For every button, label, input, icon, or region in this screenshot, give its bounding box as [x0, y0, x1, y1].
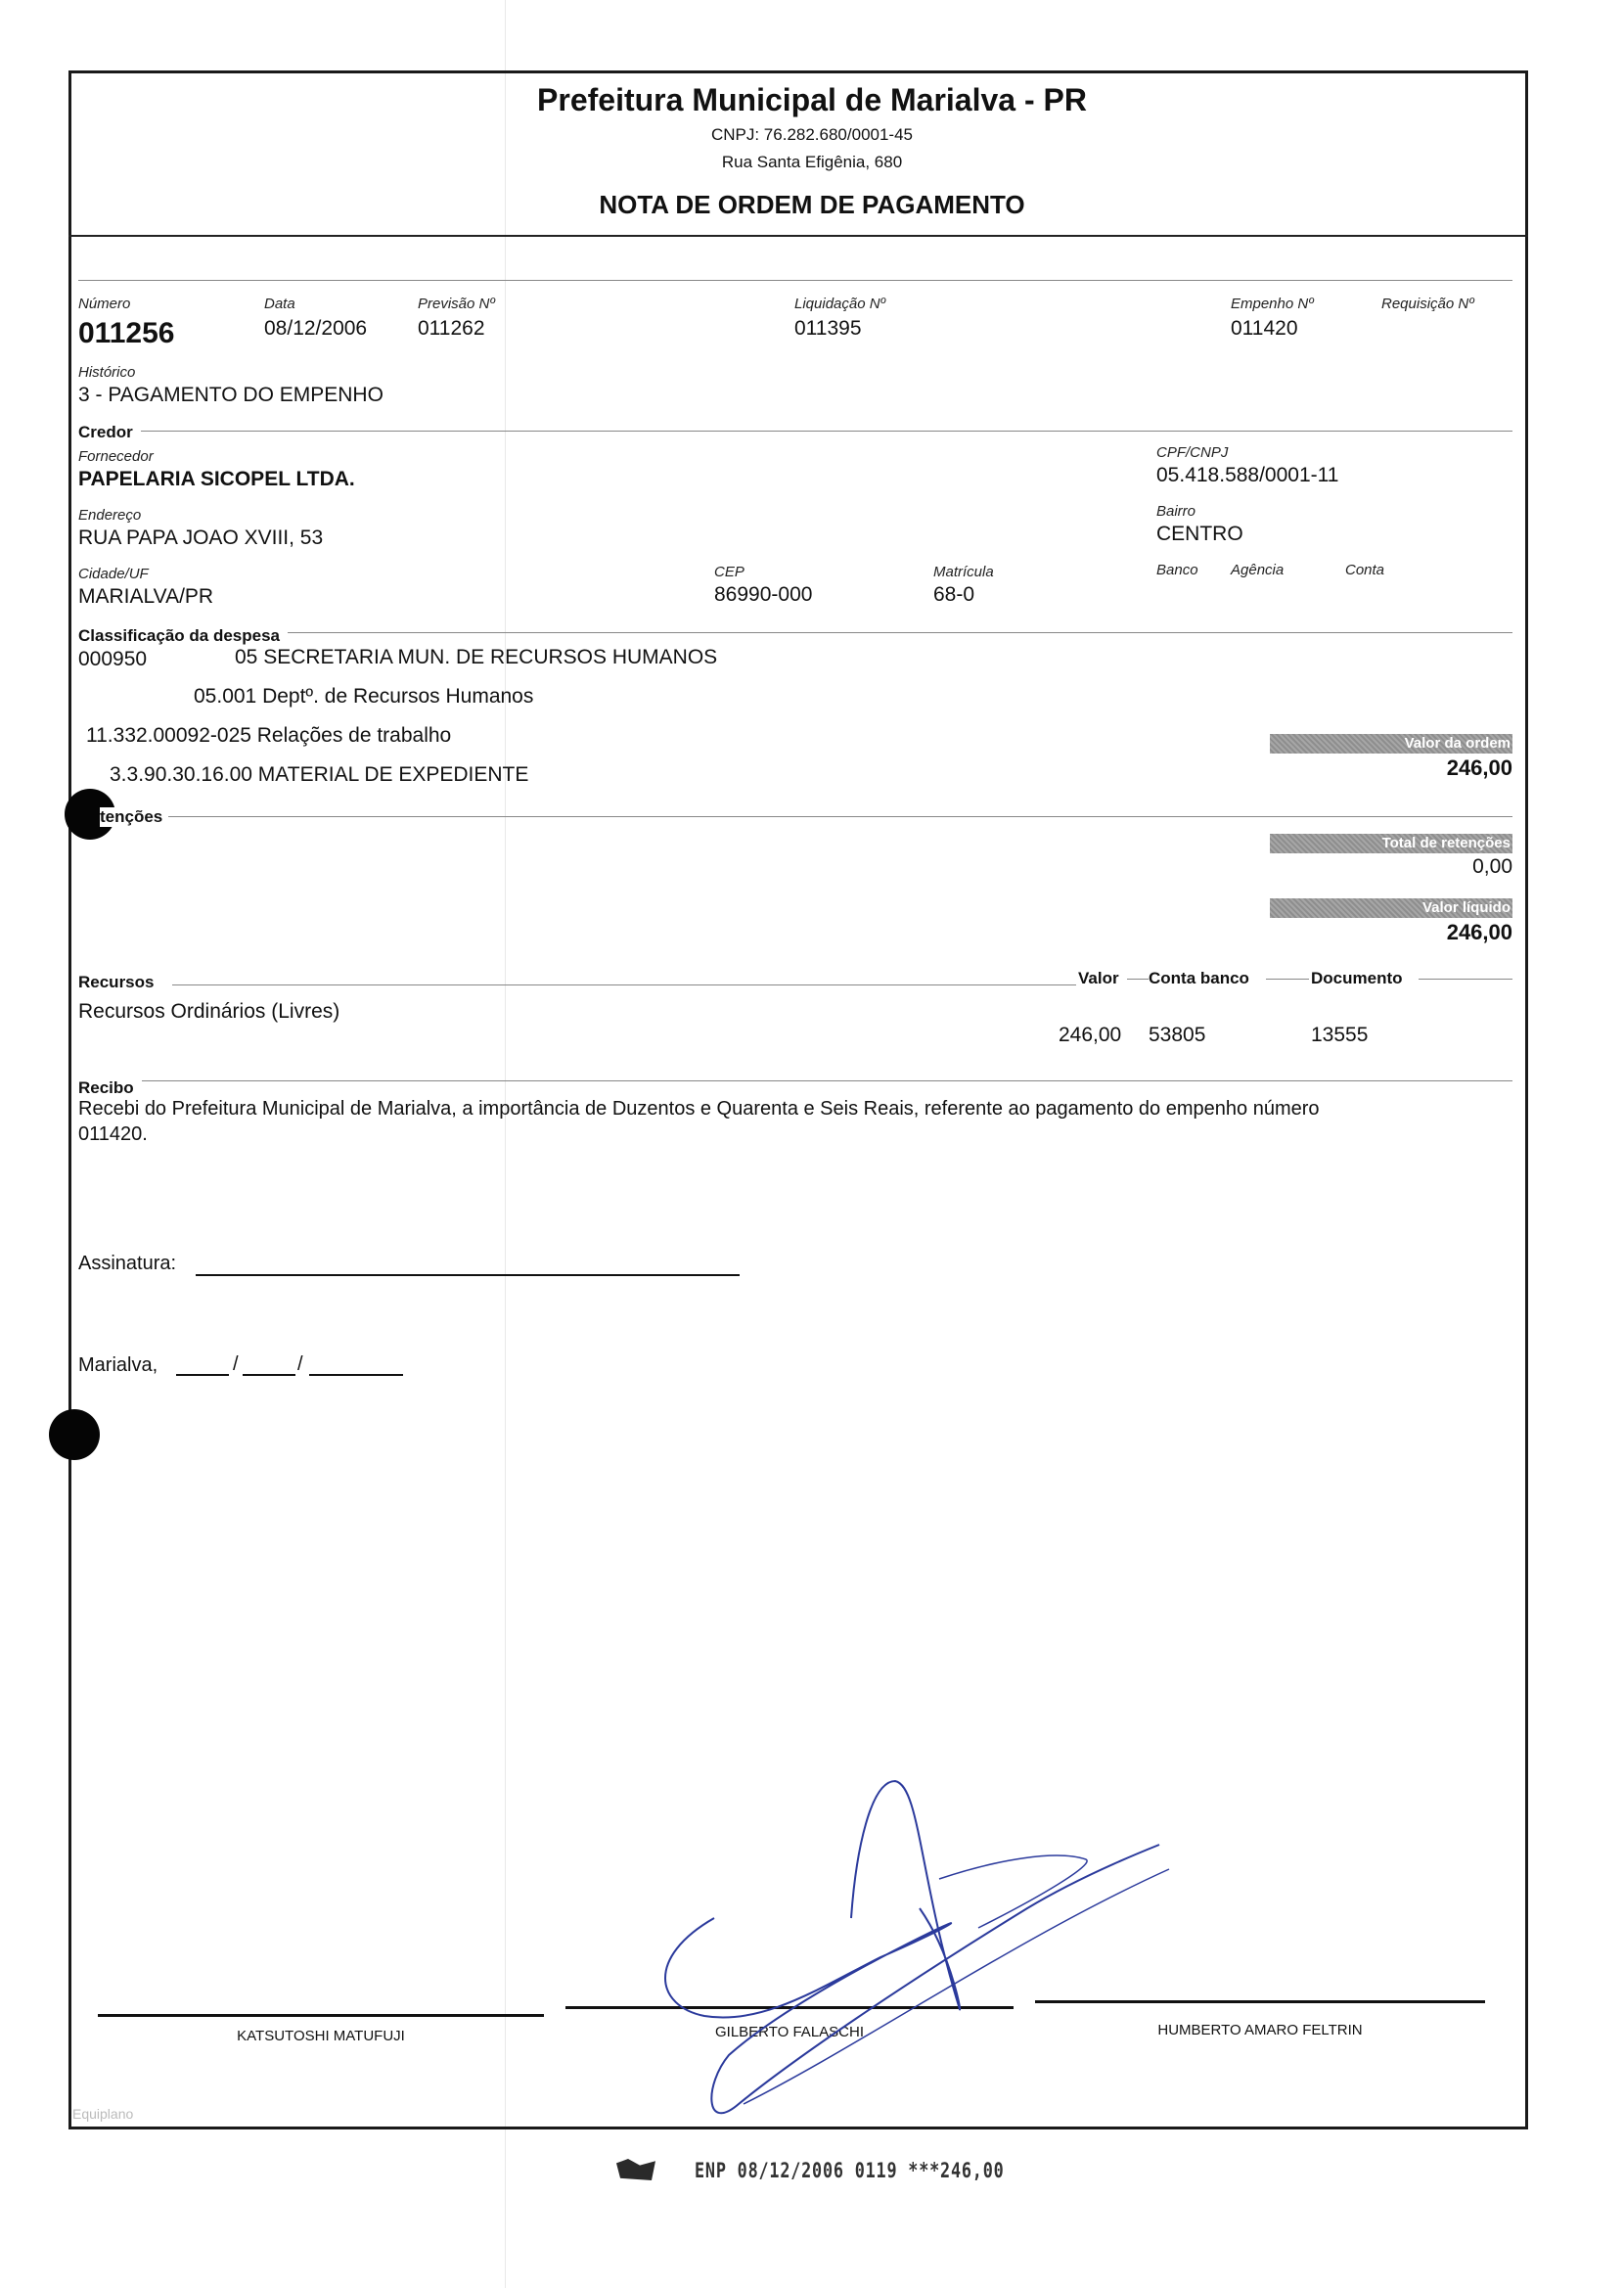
- liquidacao-label: Liquidação Nº: [794, 296, 886, 312]
- historico-value: 3 - PAGAMENTO DO EMPENHO: [78, 384, 383, 406]
- cep-value: 86990-000: [714, 583, 813, 606]
- page-title: Prefeitura Municipal de Marialva - PR: [537, 82, 1087, 117]
- historico-label: Histórico: [78, 364, 136, 381]
- recursos-descricao: Recursos Ordinários (Livres): [78, 1000, 340, 1023]
- software-watermark: Equiplano: [72, 2106, 134, 2122]
- recibo-rule: [78, 1080, 1512, 1081]
- assinatura-label: Assinatura:: [78, 1253, 177, 1274]
- signature-name-3: HUMBERTO AMARO FELTRIN: [1157, 2022, 1363, 2038]
- agencia-label: Agência: [1231, 562, 1285, 578]
- recursos-documento: 13555: [1311, 1024, 1369, 1046]
- header-divider: [68, 235, 1528, 237]
- credor-rule: [78, 431, 1512, 432]
- punch-hole-bottom: [49, 1409, 100, 1460]
- signature-name-1: KATSUTOSHI MATUFUJI: [237, 2028, 405, 2044]
- date-separator-1: /: [233, 1353, 239, 1375]
- recursos-section-title: Recursos: [78, 973, 155, 991]
- endereco-label: Endereço: [78, 507, 142, 524]
- date-separator-2: /: [297, 1353, 303, 1375]
- recursos-valor-header: Valor: [1078, 969, 1119, 987]
- recursos-rule-4: [1419, 979, 1512, 980]
- bairro-label: Bairro: [1156, 503, 1196, 520]
- previsao-label: Previsão Nº: [418, 296, 495, 312]
- empenho-label: Empenho Nº: [1231, 296, 1314, 312]
- conta-label: Conta: [1345, 562, 1385, 578]
- mechanical-stamp: ENP 08/12/2006 0119 ***246,00: [695, 2159, 1005, 2182]
- stamp-logo: [616, 2159, 655, 2180]
- numero-label: Número: [78, 296, 131, 312]
- header-address: Rua Santa Efigênia, 680: [721, 153, 903, 171]
- credor-section-title: Credor: [78, 423, 141, 442]
- recursos-documento-header: Documento: [1311, 969, 1403, 987]
- signature-line-1: [98, 2014, 544, 2017]
- endereco-value: RUA PAPA JOAO XVIII, 53: [78, 526, 324, 549]
- banco-label: Banco: [1156, 562, 1198, 578]
- handwritten-signature: [626, 1762, 1174, 2133]
- cpf-value: 05.418.588/0001-11: [1156, 464, 1339, 486]
- retencoes-rule: [78, 816, 1512, 817]
- valor-ordem-value: 246,00: [1446, 755, 1512, 780]
- recibo-text-line1: Recebi do Prefeitura Municipal de Marialva, a importância de Duzentos e Quarenta e Seis Reais, referente ao pagamento do empenho número: [78, 1098, 1320, 1120]
- data-label: Data: [264, 296, 295, 312]
- fields-top-rule: [78, 280, 1512, 281]
- recursos-rule-3: [1266, 979, 1309, 980]
- recibo-section-title: Recibo: [78, 1078, 142, 1098]
- date-year-line[interactable]: [309, 1374, 403, 1376]
- document-title: NOTA DE ORDEM DE PAGAMENTO: [599, 190, 1025, 219]
- valor-liquido-value: 246,00: [1446, 920, 1512, 944]
- classificacao-natureza: 3.3.90.30.16.00 MATERIAL DE EXPEDIENTE: [110, 763, 529, 786]
- cep-label: CEP: [714, 564, 744, 580]
- date-month-line[interactable]: [243, 1374, 295, 1376]
- recursos-valor: 246,00: [1059, 1024, 1122, 1046]
- recursos-rule: [172, 984, 1076, 985]
- liquidacao-value: 011395: [794, 317, 862, 340]
- cidade-value: MARIALVA/PR: [78, 585, 214, 608]
- date-day-line[interactable]: [176, 1374, 229, 1376]
- recursos-rule-2: [1127, 979, 1149, 980]
- classificacao-funcional: 11.332.00092-025 Relações de trabalho: [86, 724, 452, 747]
- cidade-label: Cidade/UF: [78, 566, 149, 582]
- recibo-text-line2: 011420.: [78, 1123, 148, 1145]
- fornecedor-value: PAPELARIA SICOPEL LTDA.: [78, 468, 355, 490]
- empenho-value: 011420: [1231, 317, 1298, 340]
- bairro-value: CENTRO: [1156, 523, 1243, 545]
- total-retencoes-label: Total de retenções: [1270, 834, 1512, 853]
- classificacao-code: 000950: [78, 648, 148, 670]
- classificacao-rule: [78, 632, 1512, 633]
- requisicao-label: Requisição Nº: [1381, 296, 1474, 312]
- matricula-value: 68-0: [933, 583, 975, 606]
- fornecedor-label: Fornecedor: [78, 448, 154, 465]
- signature-name-2: GILBERTO FALASCHI: [715, 2024, 864, 2040]
- local-data-label: Marialva,: [78, 1354, 158, 1376]
- recursos-conta-header: Conta banco: [1149, 969, 1249, 987]
- valor-liquido-label: Valor líquido: [1270, 898, 1512, 918]
- classificacao-departamento: 05.001 Deptº. de Recursos Humanos: [194, 685, 534, 708]
- total-retencoes-value: 0,00: [1472, 855, 1512, 878]
- assinatura-line[interactable]: [196, 1274, 740, 1276]
- numero-value: 011256: [78, 317, 175, 349]
- previsao-value: 011262: [418, 317, 485, 340]
- header-cnpj: CNPJ: 76.282.680/0001-45: [710, 125, 914, 144]
- matricula-label: Matrícula: [933, 564, 994, 580]
- classificacao-section-title: Classificação da despesa: [78, 626, 288, 646]
- classificacao-secretaria: 05 SECRETARIA MUN. DE RECURSOS HUMANOS: [235, 646, 718, 668]
- cpf-label: CPF/CNPJ: [1156, 444, 1229, 461]
- data-value: 08/12/2006: [264, 317, 368, 340]
- retencoes-section-title: tenções: [100, 807, 168, 827]
- recursos-conta: 53805: [1149, 1024, 1206, 1046]
- valor-ordem-label: Valor da ordem: [1270, 734, 1512, 754]
